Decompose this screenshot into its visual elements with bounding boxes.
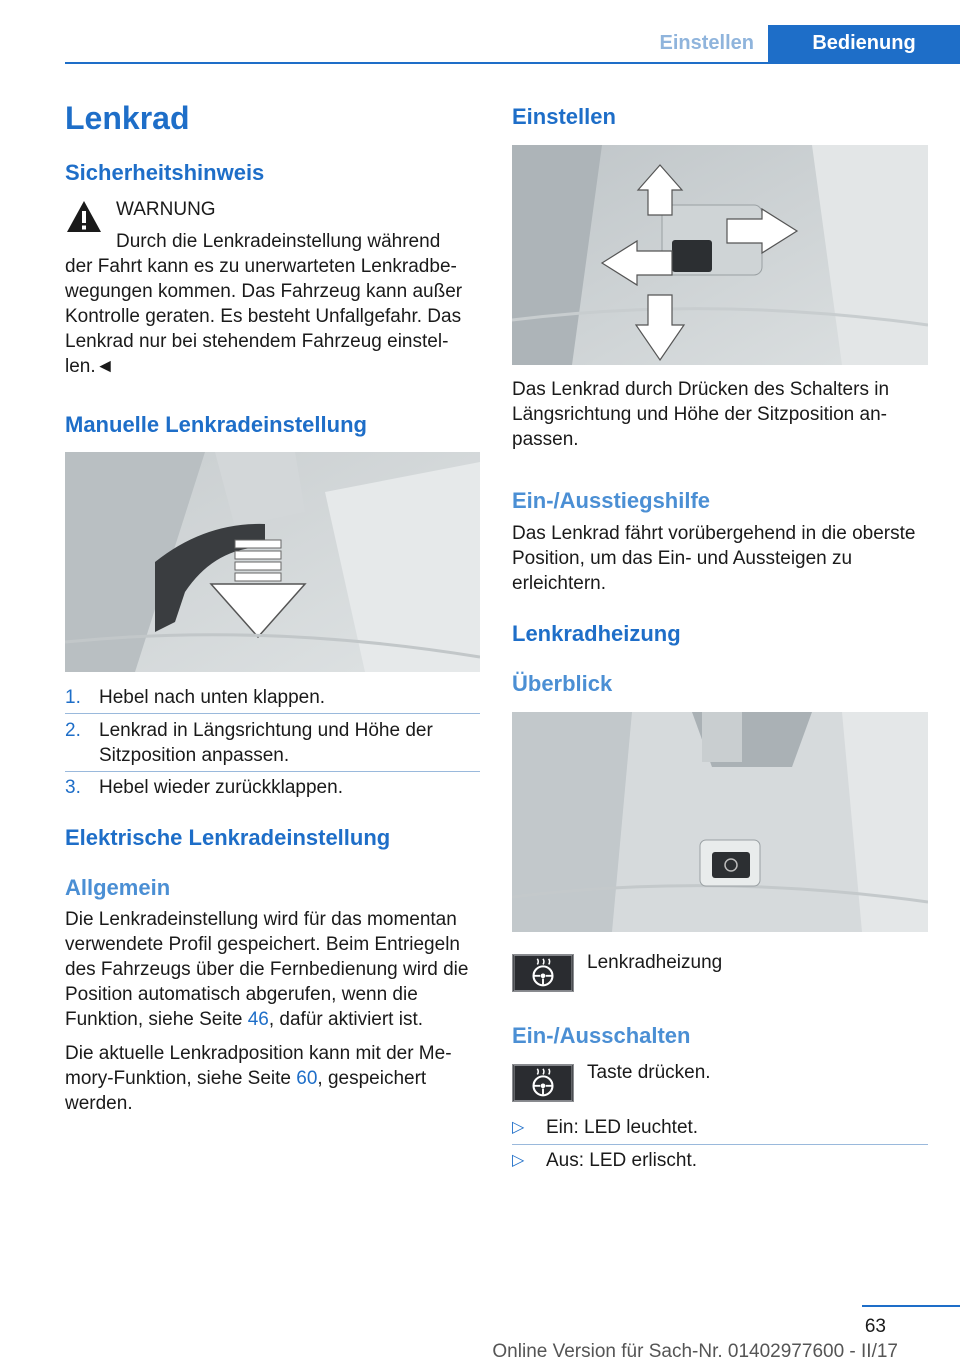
warning-text: der Fahrt kann es zu unerwarteten Lenkradbewegungen kommen. Das Fahrzeug kann außer Kontrolle geraten. Es besteht Unfallgefahr. Das Lenkrad nur bei stehendem Fahrzeug einstellen.◄ xyxy=(65,256,463,377)
entry-exit-heading: Ein-/Ausstiegshilfe xyxy=(512,488,711,513)
step-number: 1. xyxy=(65,687,81,708)
footer-divider xyxy=(862,1305,960,1307)
heating-button-figure xyxy=(512,712,928,932)
step-number: 2. xyxy=(65,720,81,741)
step-text: Hebel nach unten klappen. xyxy=(99,687,326,708)
electric-adjust-heading: Elektrische Lenkradeinstellung xyxy=(65,825,391,850)
manual-lever-figure xyxy=(65,452,480,672)
steering-wheel-heating-icon xyxy=(512,954,574,992)
page-link-46[interactable]: 46 xyxy=(247,1009,269,1030)
warning-label: WARNUNG xyxy=(116,199,216,220)
steering-heating-heading: Lenkradheizung xyxy=(512,621,681,646)
list-divider xyxy=(65,713,480,714)
page-number: 63 xyxy=(864,1316,886,1337)
warning-text-first-line: Durch die Lenkradeinstellung während xyxy=(116,231,441,252)
memory-text: Die aktuelle Lenkradposition kann mit der Memory-Funktion, siehe Seite 60, gespeichert werden. xyxy=(65,1043,452,1114)
general-text: Die Lenkradeinstellung wird für das momentan verwendete Profil gespeichert. Beim Entriegeln des Fahrzeugs über die Fernbedienung wird die Position automatisch abgerufen, wenn die Funktion, siehe Seite 46, dafür aktiviert ist. xyxy=(65,909,469,1030)
step-text: Hebel wieder zurückklappen. xyxy=(99,777,343,798)
bullet-arrow-icon: ▷ xyxy=(512,1152,525,1169)
list-item xyxy=(65,718,480,768)
page-title: Lenkrad xyxy=(65,100,190,136)
safety-heading: Sicherheitshinweis xyxy=(65,160,265,185)
steering-wheel-heating-button-icon xyxy=(512,1064,574,1102)
bullet-text: Ein: LED leuchtet. xyxy=(546,1117,699,1138)
page-link-60[interactable]: 60 xyxy=(296,1068,318,1089)
entry-exit-text: Das Lenkrad fährt vorübergehend in die oberste Position, um das Ein- und Aussteigen zu erleichtern. xyxy=(512,523,916,594)
press-button-text: Taste drücken. xyxy=(587,1062,711,1083)
manual-adjust-heading: Manuelle Lenkradeinstellung xyxy=(65,412,367,437)
overview-heading: Überblick xyxy=(512,671,613,696)
on-off-heading: Ein-/Ausschalten xyxy=(512,1023,691,1048)
adjust-switch-figure xyxy=(512,145,928,365)
tab-bedienung[interactable]: Bedienung xyxy=(768,25,960,62)
general-heading: Allgemein xyxy=(65,875,171,900)
tab-einstellen[interactable]: Einstellen xyxy=(659,32,754,54)
adjust-text: Das Lenkrad durch Drücken des Schalters in Längsrichtung und Höhe der Sitzposition anpassen. xyxy=(512,379,890,450)
step-text: Lenkrad in Längsrichtung und Höhe der Sitzposition anpassen. xyxy=(99,720,433,766)
list-item xyxy=(512,1148,928,1173)
list-item xyxy=(512,1115,928,1140)
footer-version-text: Online Version für Sach-Nr. 01402977600 - II/17 xyxy=(492,1341,898,1362)
step-number: 3. xyxy=(65,777,81,798)
list-divider xyxy=(512,1144,928,1145)
bullet-arrow-icon: ▷ xyxy=(512,1119,525,1136)
list-item xyxy=(65,775,480,800)
list-item xyxy=(65,685,480,710)
bullet-text: Aus: LED erlischt. xyxy=(546,1150,697,1171)
chapter-tabs xyxy=(644,25,960,62)
list-divider xyxy=(65,771,480,772)
heating-icon-label: Lenkradheizung xyxy=(587,952,723,973)
header-divider xyxy=(65,62,960,64)
adjust-heading: Einstellen xyxy=(512,104,616,129)
warning-icon xyxy=(65,198,103,236)
